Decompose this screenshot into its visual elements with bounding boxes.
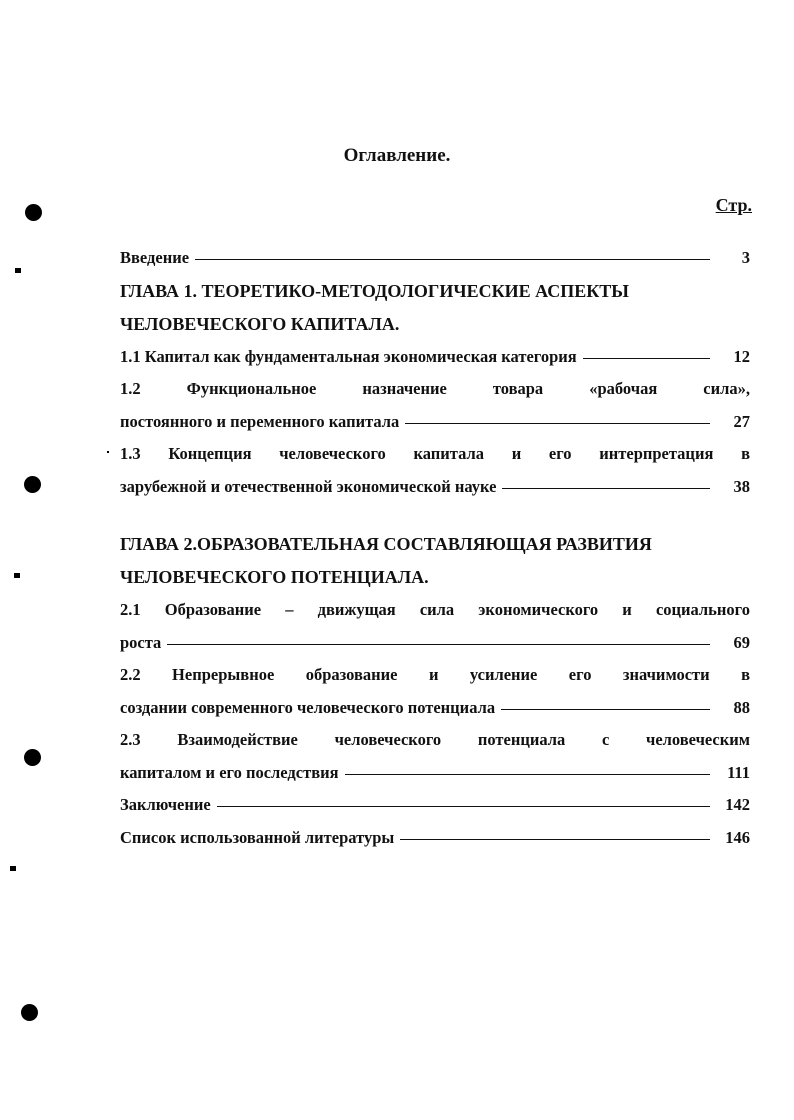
- toc-entry-2-3-line-1[interactable]: 2.3 Взаимодействие человеческого потенциала с человеческим: [120, 730, 750, 749]
- toc-page-number: 3: [741, 248, 750, 267]
- toc-entry-conclusion[interactable]: [120, 795, 750, 828]
- toc-entry-text: Заключение: [120, 795, 211, 814]
- toc-page-number: 142: [725, 795, 750, 814]
- toc-entry-2-1-line-1[interactable]: 2.1 Образование – движущая сила экономического и социального: [120, 600, 750, 619]
- binder-hole-1: [25, 204, 42, 221]
- toc-entry-text: Список использованной литературы: [120, 827, 395, 847]
- toc-entry-1-2-line-1[interactable]: 1.2 Функциональное назначение товара «рабочая сила»,: [120, 379, 750, 398]
- leader-line: [405, 423, 710, 424]
- leader-line: [167, 644, 710, 645]
- page-column-label: Стр.: [715, 195, 752, 215]
- toc-entry-1-2-line-2[interactable]: постоянного и переменного капитала 27: [120, 411, 750, 431]
- binder-hole-3: [24, 749, 41, 766]
- chapter-2-heading-line-1: ГЛАВА 2.ОБРАЗОВАТЕЛЬНАЯ СОСТАВЛЯЮЩАЯ РАЗВИТИЯ: [120, 534, 652, 554]
- leader-line: [583, 358, 710, 359]
- toc-entry-references[interactable]: [120, 828, 750, 861]
- leader-line: [501, 709, 710, 710]
- toc-entry-2-1-line-2[interactable]: роста 69: [120, 632, 750, 652]
- toc-page-number: 88: [733, 697, 750, 717]
- toc-page-number: 69: [733, 632, 750, 652]
- leader-line: [400, 839, 710, 840]
- toc-entry-1-1[interactable]: [120, 347, 750, 380]
- toc-entry-text: Введение: [120, 248, 190, 267]
- toc-entry-1-3-line-2[interactable]: зарубежной и отечественной экономической науке 38: [120, 476, 750, 496]
- binder-hole-4: [21, 1004, 38, 1021]
- toc-entry-2-2-line-1[interactable]: 2.2 Непрерывное образование и усиление его значимости в: [120, 665, 750, 684]
- chapter-1-heading-line-2: ЧЕЛОВЕЧЕСКОГО КАПИТАЛА.: [120, 313, 400, 334]
- toc-entry-intro[interactable]: [120, 248, 750, 281]
- leader-line: [345, 774, 710, 775]
- table-of-contents: [120, 248, 750, 860]
- leader-line: [502, 488, 710, 489]
- toc-entry-text: 1.1 Капитал как фундаментальная экономическая категория: [120, 346, 577, 366]
- scan-speck: [107, 451, 109, 453]
- toc-page-number: 27: [733, 411, 750, 431]
- toc-entry-1-3-line-1[interactable]: 1.3 Концепция человеческого капитала и его интерпретация в: [120, 444, 750, 463]
- chapter-2-heading-line-2: ЧЕЛОВЕЧЕСКОГО ПОТЕНЦИАЛА.: [120, 567, 429, 587]
- toc-page-number: 111: [727, 762, 750, 782]
- toc-entry-2-3-line-2[interactable]: капиталом и его последствия 111: [120, 762, 750, 782]
- toc-entry-2-2-line-2[interactable]: создании современного человеческого потенциала 88: [120, 697, 750, 717]
- scan-speck: [10, 866, 16, 871]
- toc-page-number: 146: [725, 827, 750, 847]
- toc-page-number: 38: [733, 476, 750, 496]
- toc-page-number: 12: [733, 346, 750, 366]
- chapter-1-heading-line-1: ГЛАВА 1. ТЕОРЕТИКО-МЕТОДОЛОГИЧЕСКИЕ АСПЕКТЫ: [120, 280, 629, 301]
- leader-line: [217, 806, 710, 807]
- scan-speck: [14, 573, 20, 578]
- leader-line: [195, 259, 710, 260]
- page-title: Оглавление.: [343, 145, 451, 166]
- binder-hole-2: [24, 476, 41, 493]
- scan-speck: [15, 268, 21, 273]
